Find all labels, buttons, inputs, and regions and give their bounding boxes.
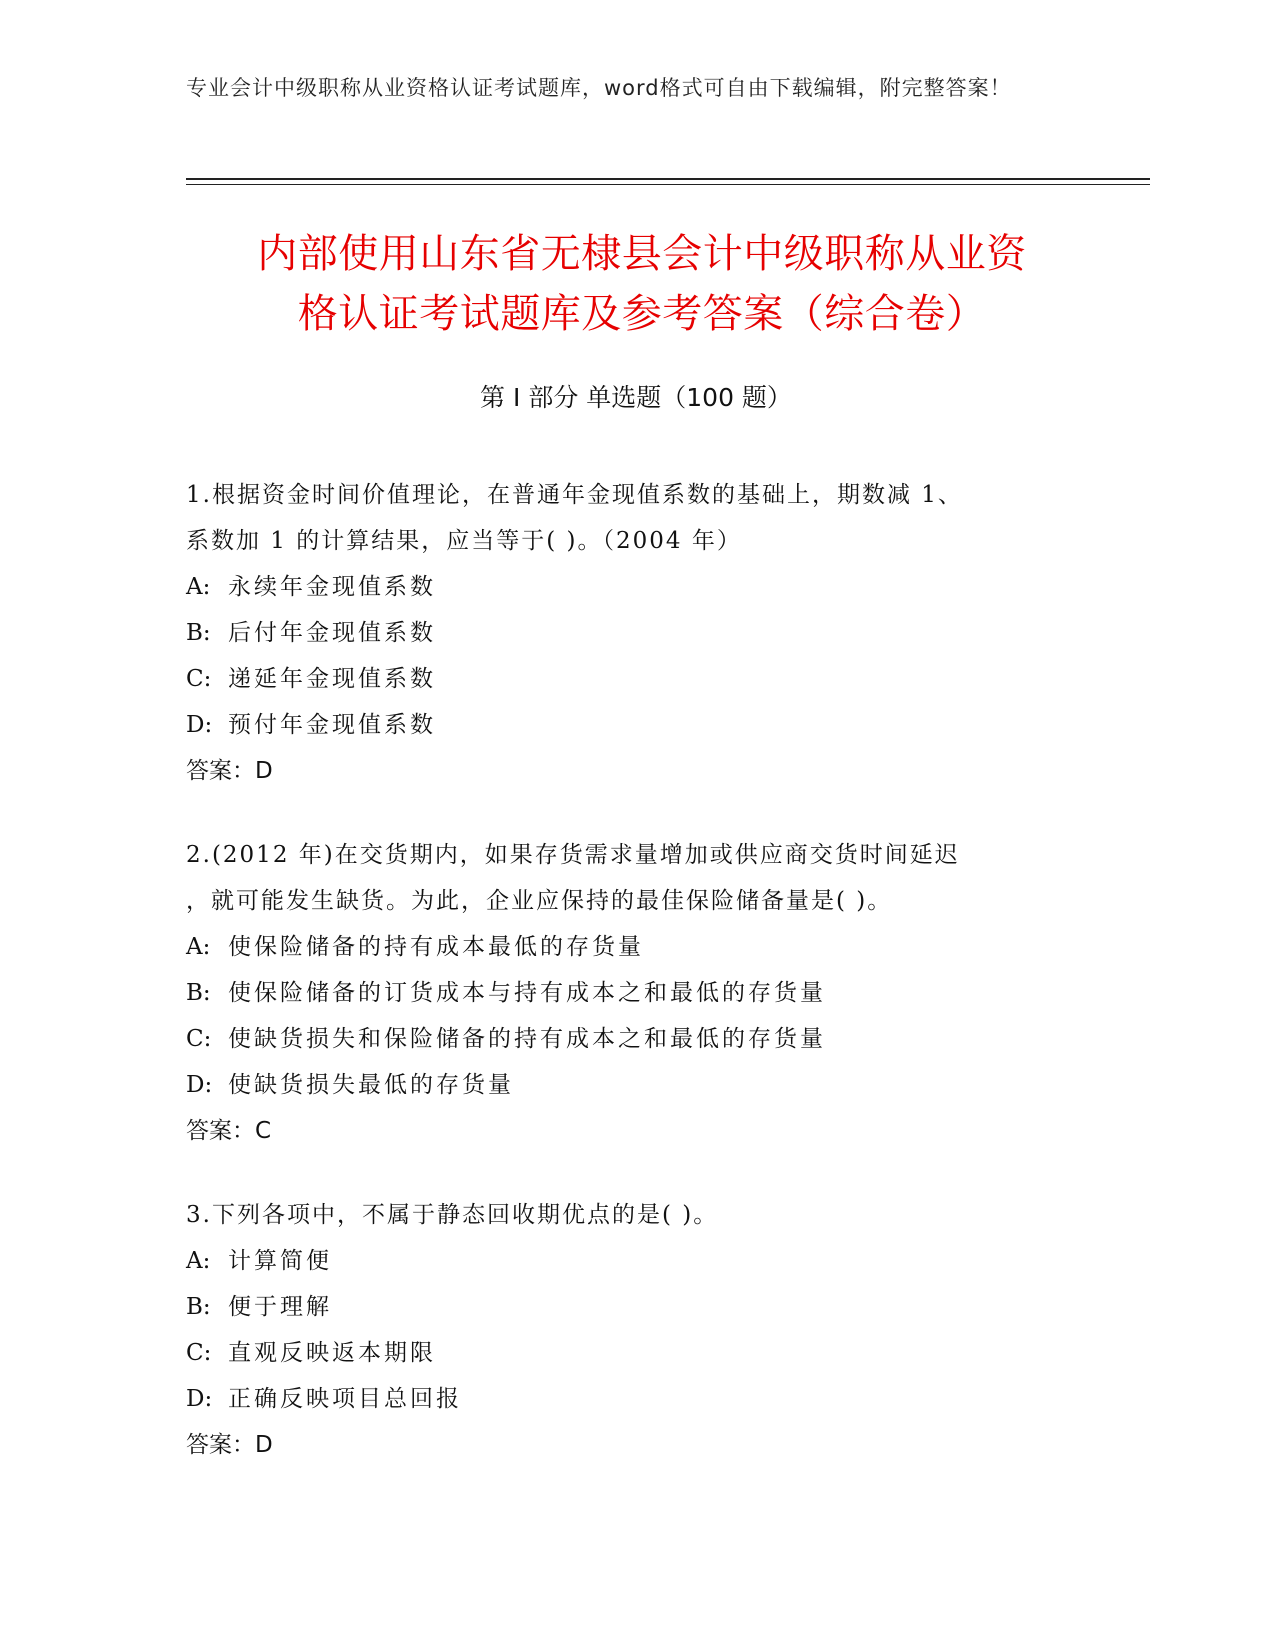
- option-letter: C:: [186, 666, 212, 692]
- option-text: 计算简便: [228, 1248, 332, 1274]
- question-stem-line: 1.根据资金时间价值理论，在普通年金现值系数的基础上，期数减 1、: [186, 482, 963, 508]
- question-list: [186, 472, 1066, 1506]
- option-a: [186, 924, 1066, 970]
- option-letter: D:: [186, 712, 213, 738]
- option-letter: C:: [186, 1026, 212, 1052]
- option-letter: B:: [186, 1294, 211, 1320]
- answer: 答案：D: [186, 1432, 273, 1458]
- option-text: 永续年金现值系数: [228, 574, 436, 600]
- document-title: [186, 224, 1098, 344]
- option-text: 正确反映项目总回报: [228, 1386, 462, 1412]
- option-d: [186, 702, 1066, 748]
- option-d: [186, 1376, 1066, 1422]
- option-text: 预付年金现值系数: [228, 712, 436, 738]
- question-2: [186, 832, 1066, 1154]
- option-letter: B:: [186, 620, 211, 646]
- option-letter: D:: [186, 1072, 213, 1098]
- question-stem-line: 系数加 1 的计算结果，应当等于( )。（2004 年）: [186, 528, 742, 554]
- header-note: 专业会计中级职称从业资格认证考试题库，word格式可自由下载编辑，附完整答案！: [186, 76, 1012, 100]
- answer: 答案：C: [186, 1118, 272, 1144]
- option-b: [186, 970, 1066, 1016]
- option-a: [186, 564, 1066, 610]
- option-letter: D:: [186, 1386, 213, 1412]
- option-c: [186, 1016, 1066, 1062]
- option-d: [186, 1062, 1066, 1108]
- question-stem-line: 3.下列各项中，不属于静态回收期优点的是( )。: [186, 1202, 719, 1228]
- section-heading: 第 I 部分 单选题（100 题）: [480, 383, 792, 412]
- option-letter: A:: [186, 574, 211, 600]
- option-c: [186, 656, 1066, 702]
- question-stem-line: ，就可能发生缺货。为此，企业应保持的最佳保险储备量是( )。: [186, 888, 893, 914]
- option-text: 使缺货损失和保险储备的持有成本之和最低的存货量: [228, 1026, 826, 1052]
- option-b: [186, 1284, 1066, 1330]
- question-stem-line: 2.(2012 年)在交货期内，如果存货需求量增加或供应商交货时间延迟: [186, 842, 960, 868]
- option-text: 递延年金现值系数: [228, 666, 436, 692]
- option-c: [186, 1330, 1066, 1376]
- option-letter: A:: [186, 1248, 211, 1274]
- answer: 答案：D: [186, 758, 273, 784]
- option-a: [186, 1238, 1066, 1284]
- question-3: [186, 1192, 1066, 1468]
- option-text: 使缺货损失最低的存货量: [228, 1072, 514, 1098]
- option-text: 使保险储备的订货成本与持有成本之和最低的存货量: [228, 980, 826, 1006]
- header-divider-thin: [186, 184, 1150, 185]
- option-text: 便于理解: [228, 1294, 332, 1320]
- option-b: [186, 610, 1066, 656]
- header-divider-thick: [186, 178, 1150, 180]
- title-line-2: 格认证考试题库及参考答案（综合卷）: [297, 291, 987, 337]
- option-letter: A:: [186, 934, 211, 960]
- option-letter: C:: [186, 1340, 212, 1366]
- title-line-1: 内部使用山东省无棣县会计中级职称从业资: [257, 231, 1027, 277]
- option-text: 直观反映返本期限: [228, 1340, 436, 1366]
- option-letter: B:: [186, 980, 211, 1006]
- option-text: 使保险储备的持有成本最低的存货量: [228, 934, 644, 960]
- question-1: [186, 472, 1066, 794]
- option-text: 后付年金现值系数: [228, 620, 436, 646]
